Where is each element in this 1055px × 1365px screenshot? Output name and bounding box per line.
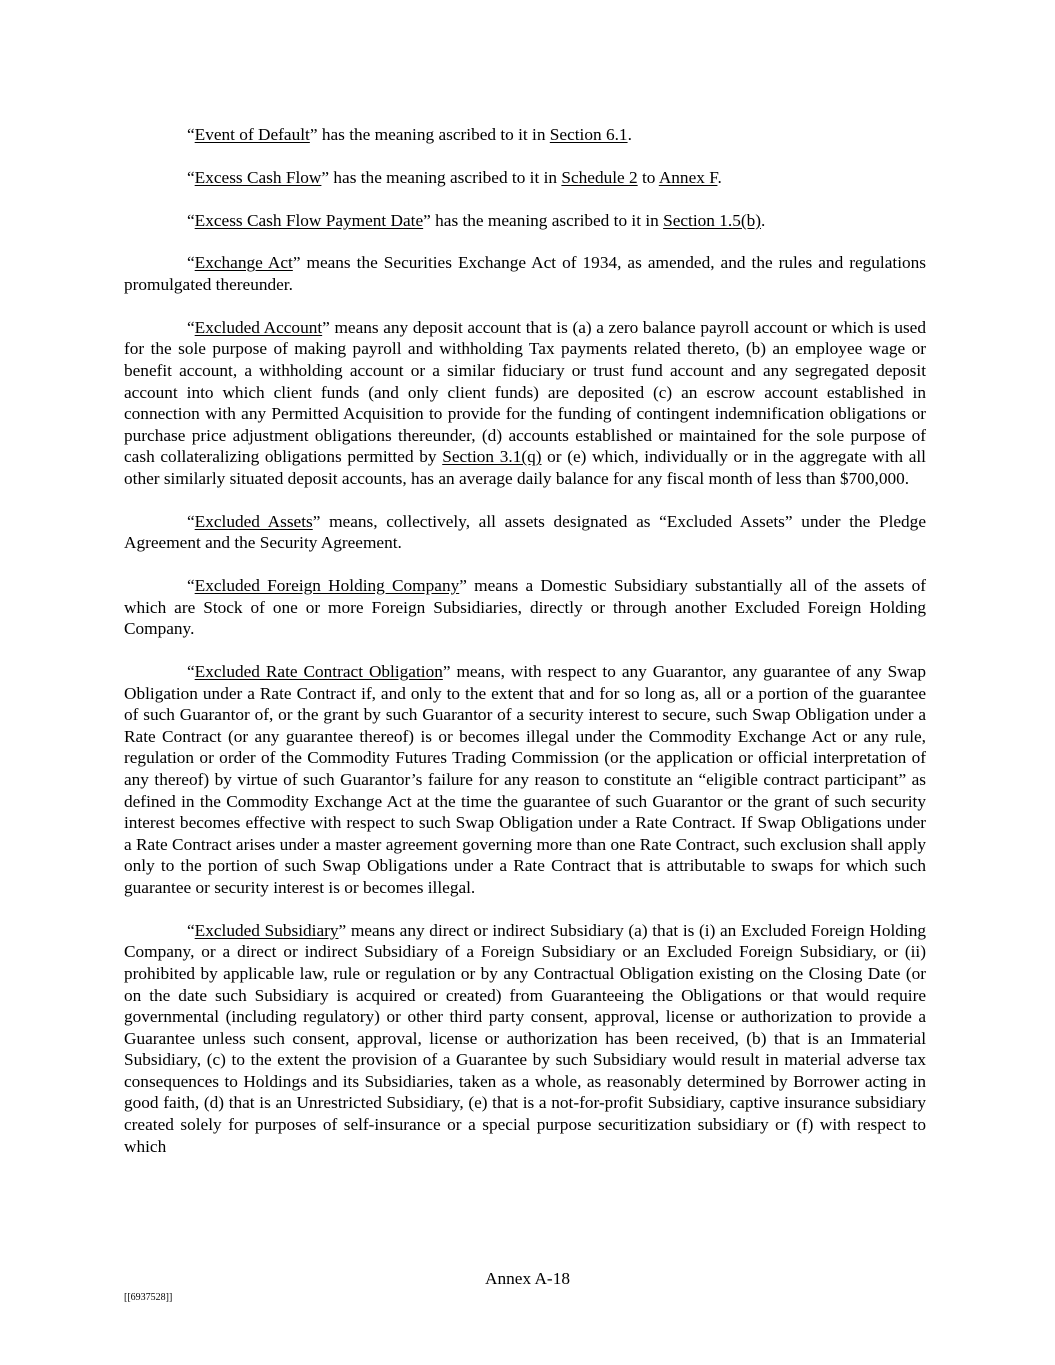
- text-segment: ” means a Domestic Subsidiary substantially all of the assets of which are Stock of one or more Foreign Subsidiaries, directly or through another Excluded Foreign Holding Company.: [124, 576, 927, 639]
- defined-term: Excluded Rate Contract Obligation: [194, 662, 443, 681]
- definition-excluded-subsidiary: [124, 920, 926, 1158]
- cross-reference: Annex F: [658, 167, 718, 187]
- text-segment: .: [761, 210, 766, 230]
- text-segment: .: [717, 167, 722, 187]
- text-segment: ” means the Securities Exchange Act of 1934, as amended, and the rules and regulations promulgated thereunder.: [124, 253, 927, 294]
- text-segment: or (e) which, individually or in the aggregate with all other similarly situated deposit accounts, has an average daily balance for any fiscal month of less than $700,000.: [124, 447, 926, 488]
- text-segment: “: [187, 125, 195, 144]
- text-segment: ” means any direct or indirect Subsidiary (a) that is (i) an Excluded Foreign Holding Company, or a direct or indirect Subsidiary of a Foreign Subsidiary or an Excluded Foreign Subsidiary, or (ii) prohibited by applicable law, rule or regulation or by any Contractual Obligation existing on the Closing Date (or on the date such Subsidiary is acquired or created) from Guaranteeing the Obligations or that would require governmental (including regulatory) or other third party consent, approval, license or authorization to provide a Guarantee unless such consent, approval, license or authorization has been received, (b) that is an Immaterial Subsidiary, (c) to the extent the provision of a Guarantee by such Subsidiary would result in material adverse tax consequences to Holdings and its Subsidiaries, taken as a whole, as reasonably determined by Borrower acting in good faith, (d) that is an Unrestricted Subsidiary, (e) that is a not-for-profit Subsidiary, captive insurance subsidiary created solely for purposes of self-insurance or a special purpose securitization subsidiary or (f) with respect to which: [124, 920, 926, 1156]
- text-segment: “: [187, 253, 195, 273]
- definition-excluded-assets: [124, 511, 926, 554]
- cross-reference: Section 1.5(b): [663, 210, 762, 230]
- defined-term: Excluded Assets: [194, 511, 313, 531]
- defined-term: Excluded Account: [194, 317, 323, 337]
- defined-term: Exchange Act: [194, 253, 293, 273]
- defined-term: Excess Cash Flow Payment Date: [194, 210, 424, 230]
- text-segment: to: [637, 167, 659, 187]
- document-page: [124, 124, 926, 1178]
- text-segment: “: [187, 576, 195, 596]
- definition-excess-cash-flow-payment-date: [124, 210, 926, 232]
- document-id: [[6937528]]: [124, 1292, 173, 1303]
- text-segment: “: [187, 511, 195, 531]
- text-segment: “: [187, 210, 195, 230]
- defined-term: Excess Cash Flow: [194, 167, 322, 187]
- cross-reference: Schedule 2: [561, 167, 638, 187]
- defined-term: Excluded Foreign Holding Company: [194, 576, 460, 596]
- definition-event-of-default: [124, 124, 926, 146]
- text-segment: “: [187, 317, 195, 337]
- text-segment: ” means, collectively, all assets designated as “Excluded Assets” under the Pledge Agreement and the Security Agreement.: [124, 511, 926, 553]
- definition-excess-cash-flow: [124, 167, 926, 189]
- definition-excluded-foreign-holding-company: [124, 575, 926, 640]
- text-segment: ” means any deposit account that is (a) a zero balance payroll account or which is used for the sole purpose of making payroll and withholding Tax payments related thereto, (b) an employee wage or benefit account, a withholding account or a similar fiduciary or trust fund account and any segregated deposit account into which client funds (and only client funds) are deposited (c) an escrow account established in connection with any Permitted Acquisition to provide for the funding of contingent indemnification obligations or purchase price adjustment obligations thereunder, (d) accounts established or maintained for the sole purpose of cash collateralizing obligations permitted by: [124, 317, 926, 467]
- page-number-label: Annex A-18: [485, 1269, 570, 1288]
- cross-reference: Section 3.1(q): [442, 447, 542, 467]
- text-segment: “: [187, 167, 195, 187]
- text-segment: ” has the meaning ascribed to it in: [309, 125, 550, 144]
- text-segment: “: [187, 920, 195, 940]
- definition-exchange-act: [124, 252, 926, 295]
- cross-reference: Section 6.1: [549, 125, 628, 144]
- text-segment: .: [627, 125, 632, 144]
- text-segment: ” means, with respect to any Guarantor, any guarantee of any Swap Obligation under a Rate Contract if, and only to the extent that and for so long as, all or a portion of the guarantee of such Guarantor of, or the grant by such Guarantor of a security interest to secure, such Swap Obligation under a Rate Contract (or any guarantee thereof) is or becomes illegal under the Commodity Exchange Act or any rule, regulation or order of the Commodity Futures Trading Commission (or the application or official interpretation of any thereof) by virtue of such Guarantor’s failure for any reason to constitute an “eligible contract participant” as defined in the Commodity Exchange Act at the time the guarantee of such Guarantor or the grant of such security interest becomes effective with respect to such Swap Obligation under a Rate Contract. If Swap Obligations under a Rate Contract arises under a master agreement governing more than one Rate Contract, such exclusion shall apply only to the portion of such Swap Obligations under a Rate Contract that is attributable to swaps for which such guarantee or security interest is or becomes illegal.: [124, 662, 926, 897]
- defined-term: Event of Default: [194, 125, 310, 144]
- text-segment: ” has the meaning ascribed to it in: [423, 210, 664, 230]
- definition-excluded-rate-contract-obligation: [124, 661, 926, 899]
- text-segment: ” has the meaning ascribed to it in: [321, 167, 562, 187]
- definition-excluded-account: [124, 317, 926, 490]
- text-segment: “: [187, 662, 195, 681]
- defined-term: Excluded Subsidiary: [194, 920, 339, 940]
